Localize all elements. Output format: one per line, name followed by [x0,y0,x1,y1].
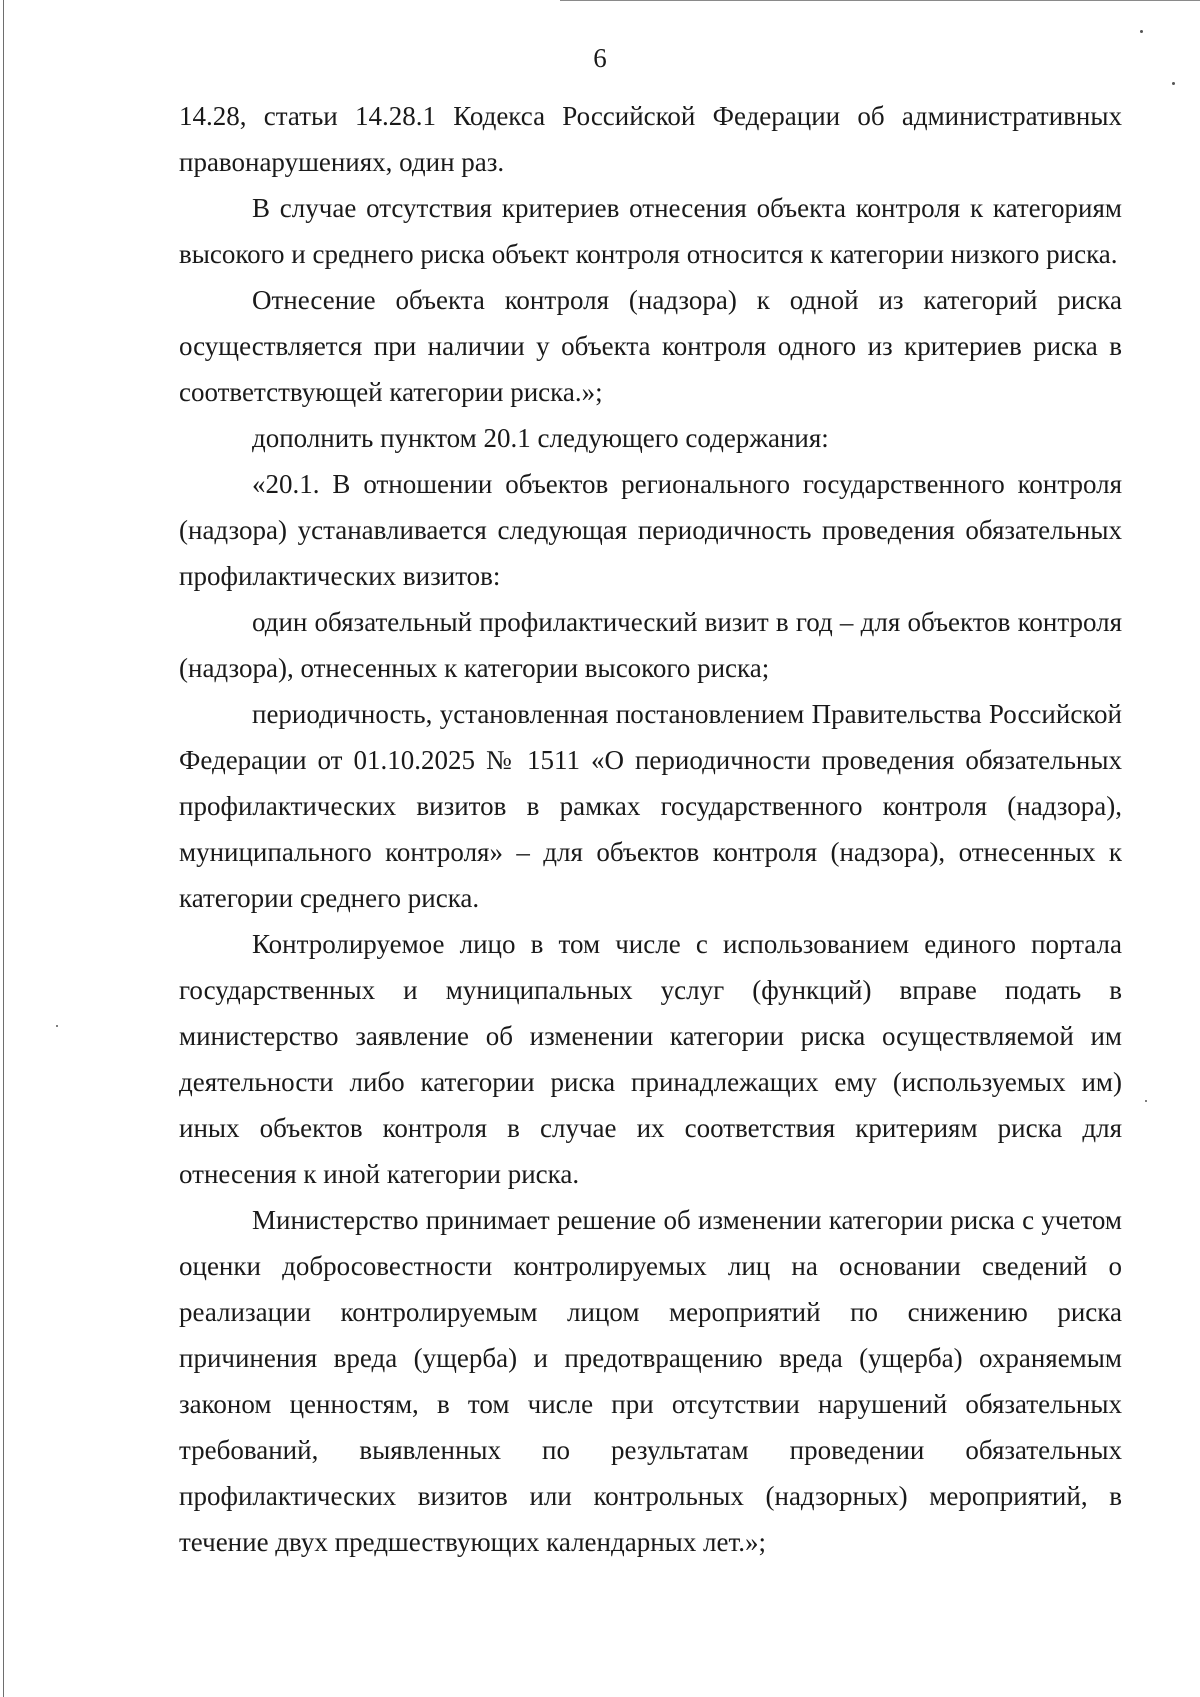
scan-speck [1140,30,1143,33]
page-number: 6 [593,43,607,73]
paragraph: «20.1. В отношении объектов регионального государственного контроля (надзора) устанавливается следующая периодичность проведения обязательных профилактических визитов: [179,469,1122,591]
document-body [179,93,1122,1565]
paragraph: Министерство принимает решение об изменении категории риска с учетом оценки добросовестности контролируемых лиц на основании сведений о реализации контролируемым лицом мероприятий по снижению риска причинения вреда (ущерба) и предотвращению вреда (ущерба) охраняемым законом ценностям, в том числе при отсутствии нарушений обязательных требований, выявленных по результатам проведении обязательных профилактических визитов или контрольных (надзорных) мероприятий, в течение двух предшествующих календарных лет.»; [179,1205,1122,1557]
scan-edge-left [3,0,4,1697]
paragraph: один обязательный профилактический визит в год – для объектов контроля (надзора), отнесенных к категории высокого риска; [179,607,1122,683]
scan-speck [1172,82,1175,85]
paragraph: дополнить пунктом 20.1 следующего содержания: [252,423,829,453]
paragraph: периодичность, установленная постановлением Правительства Российской Федерации от 01.10.2025 № 1511 «О периодичности проведения обязательных профилактических визитов в рамках государственного контроля (надзора), муниципального контроля» – для объектов контроля (надзора), отнесенных к категории среднего риска. [179,699,1122,913]
paragraph-continuation: 14.28, статьи 14.28.1 Кодекса Российской Федерации об административных правонарушениях, один раз. [179,101,1122,177]
paragraph: Отнесение объекта контроля (надзора) к одной из категорий риска осуществляется при наличии у объекта контроля одного из критериев риска в соответствующей категории риска.»; [179,285,1122,407]
paragraph: В случае отсутствия критериев отнесения объекта контроля к категориям высокого и среднего риска объект контроля относится к категории низкого риска. [179,193,1122,269]
scan-speck [56,1025,58,1027]
scan-speck [1145,1100,1147,1102]
paragraph: Контролируемое лицо в том числе с использованием единого портала государственных и муниципальных услуг (функций) вправе подать в министерство заявление об изменении категории риска осуществляемой им деятельности либо категории риска принадлежащих ему (используемых им) иных объектов контроля в случае их соответствия критериям риска для отнесения к иной категории риска. [179,929,1122,1189]
scan-edge-top [560,0,1200,1]
